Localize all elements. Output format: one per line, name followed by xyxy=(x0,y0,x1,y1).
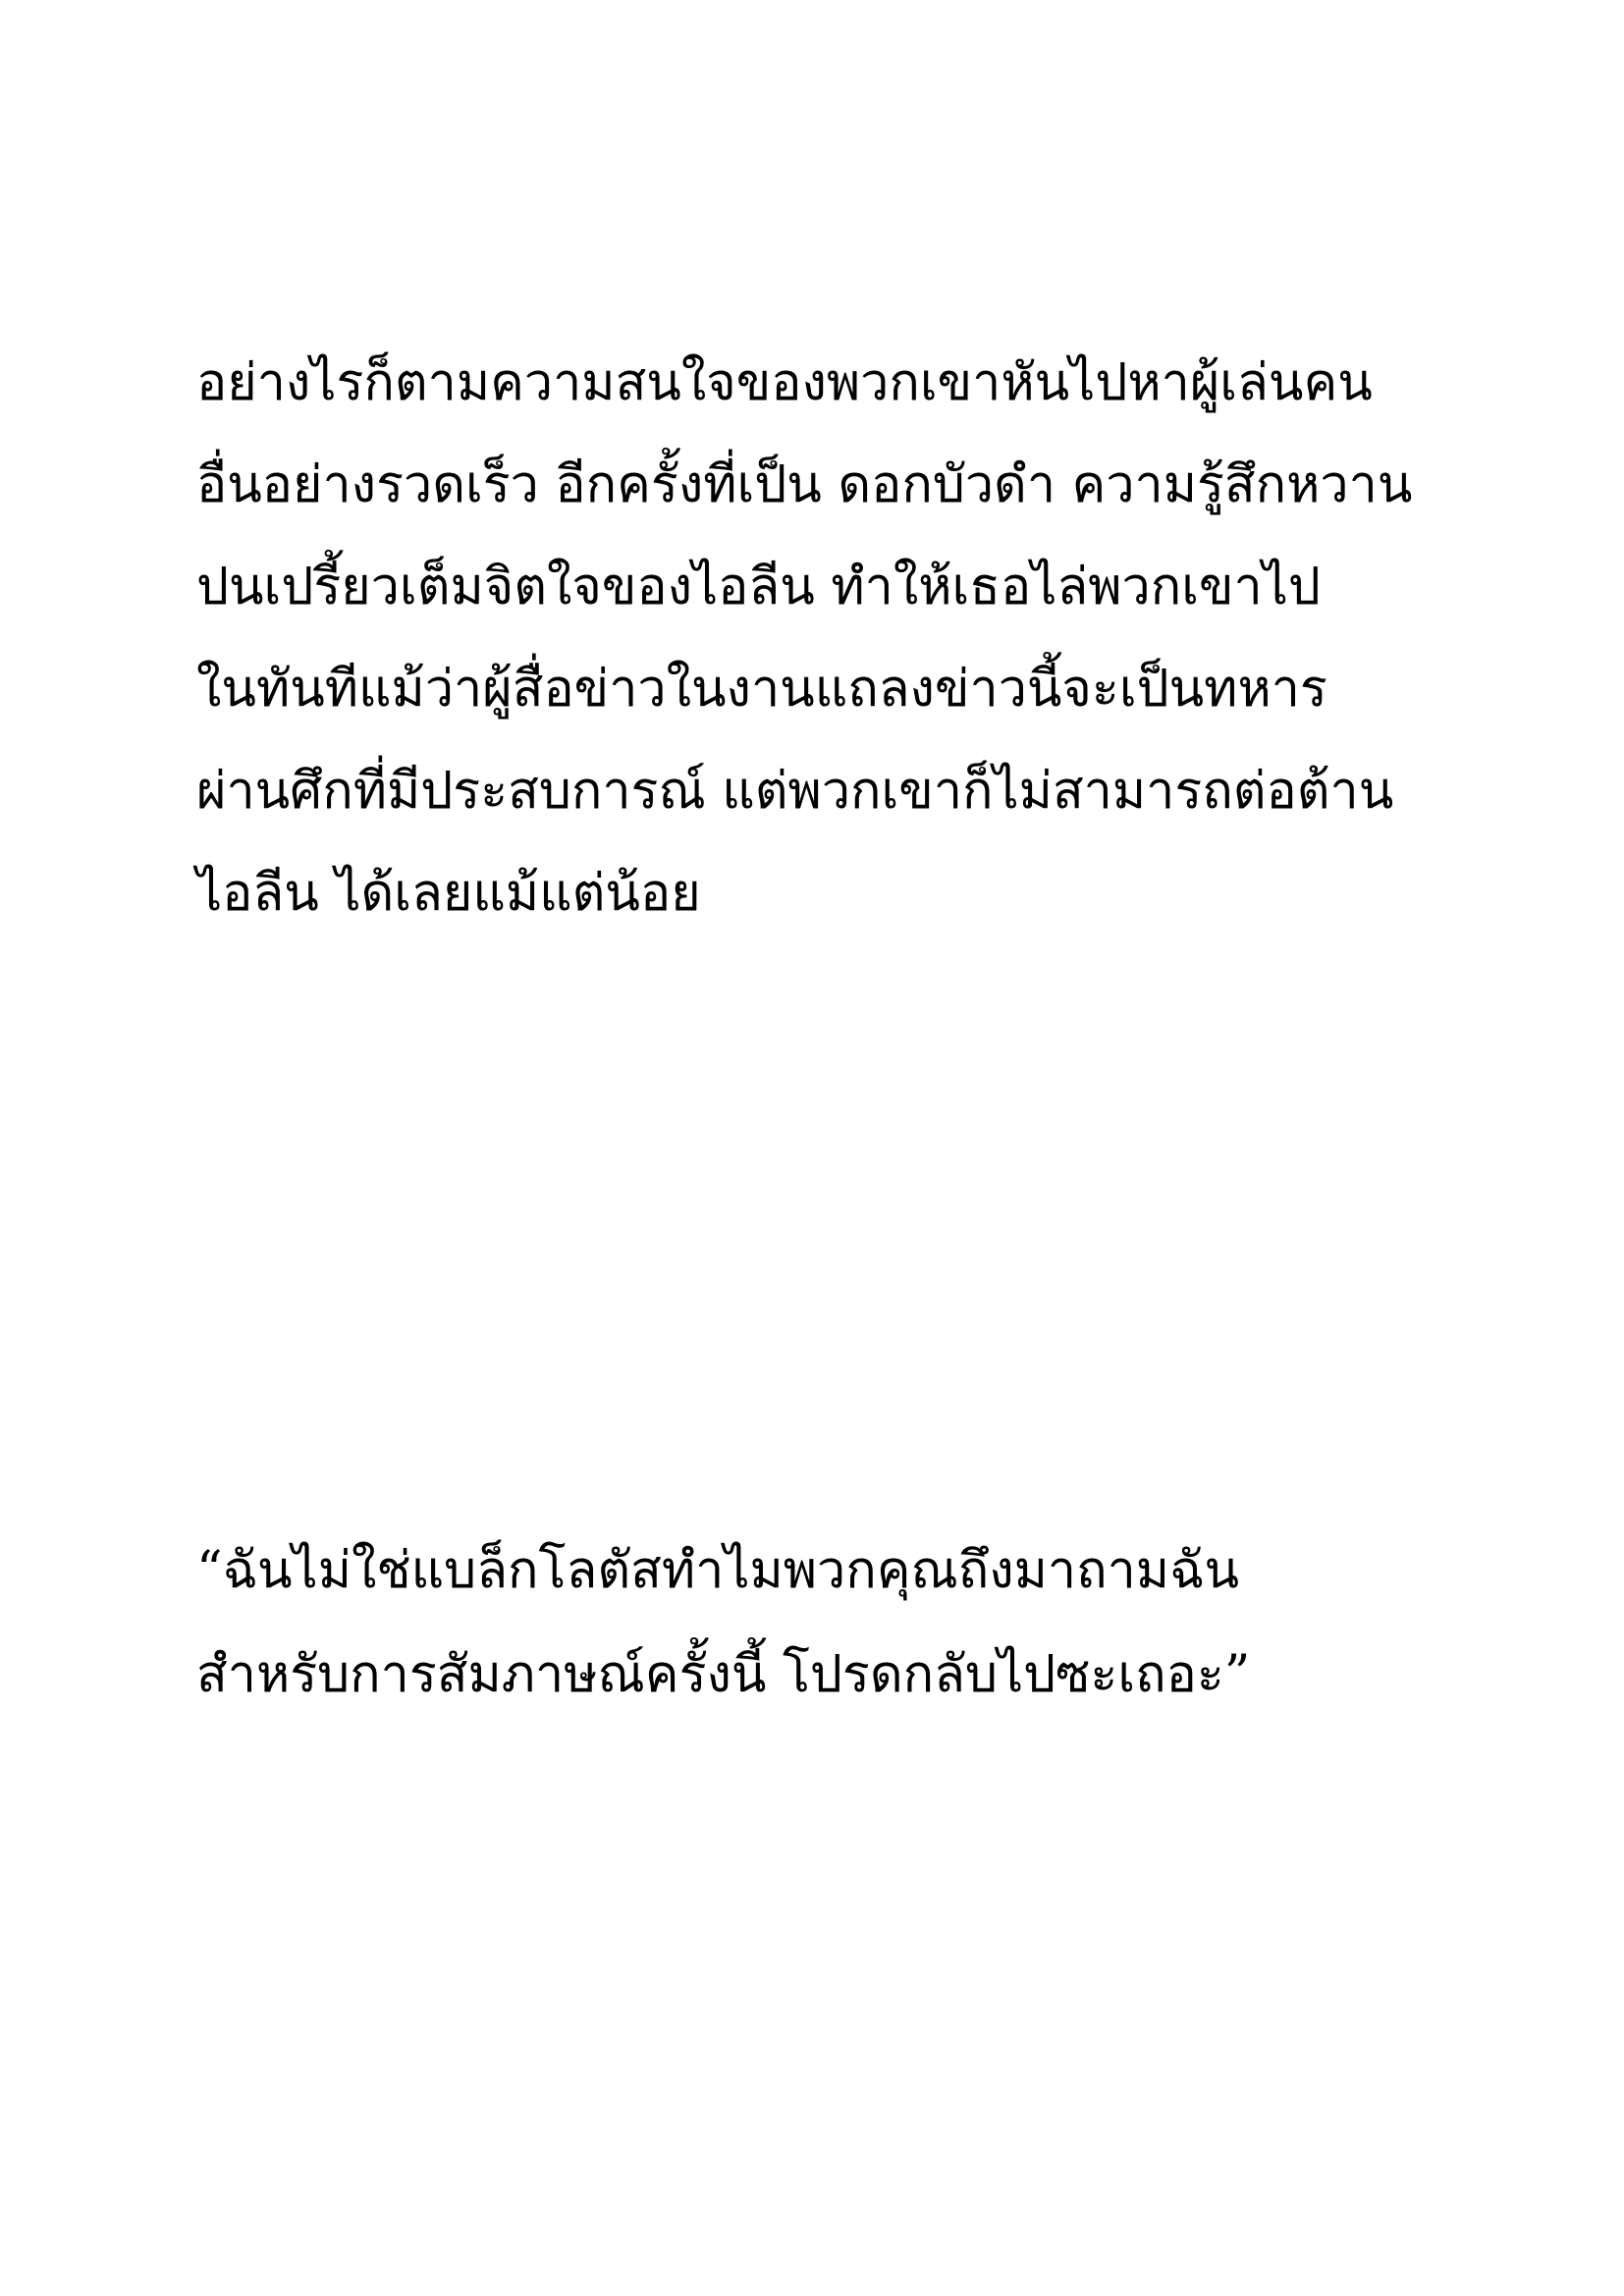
text-line: อย่างไรก็ตามความสนใจของพวกเขาหันไปหาผู้เล่นคน xyxy=(196,353,1373,412)
text-line: “ฉันไม่ใช่แบล็กโลตัสทำไมพวกคุณถึงมาถามฉัน xyxy=(196,1541,1240,1600)
text-line: ผ่านศึกที่มีประสบการณ์ แต่พวกเขาก็ไม่สามารถต่อต้าน xyxy=(196,762,1394,821)
text-line: ปนเปรี้ยวเต็มจิตใจของไอลีน ทำให้เธอไล่พวกเขาไป xyxy=(196,558,1321,616)
text-line: อื่นอย่างรวดเร็ว อีกครั้งที่เป็น ดอกบัวดำ ความรู้สึกหวาน xyxy=(196,455,1413,514)
text-line: ไอลีน ได้เลยแม้แต่น้อย xyxy=(196,864,701,923)
text-line: ในทันทีแม้ว่าผู้สื่อข่าวในงานแถลงข่าวนี้จะเป็นทหาร xyxy=(196,660,1327,719)
text-line: สำหรับการสัมภาษณ์ครั้งนี้ โปรดกลับไปซะเถอะ” xyxy=(196,1645,1251,1704)
